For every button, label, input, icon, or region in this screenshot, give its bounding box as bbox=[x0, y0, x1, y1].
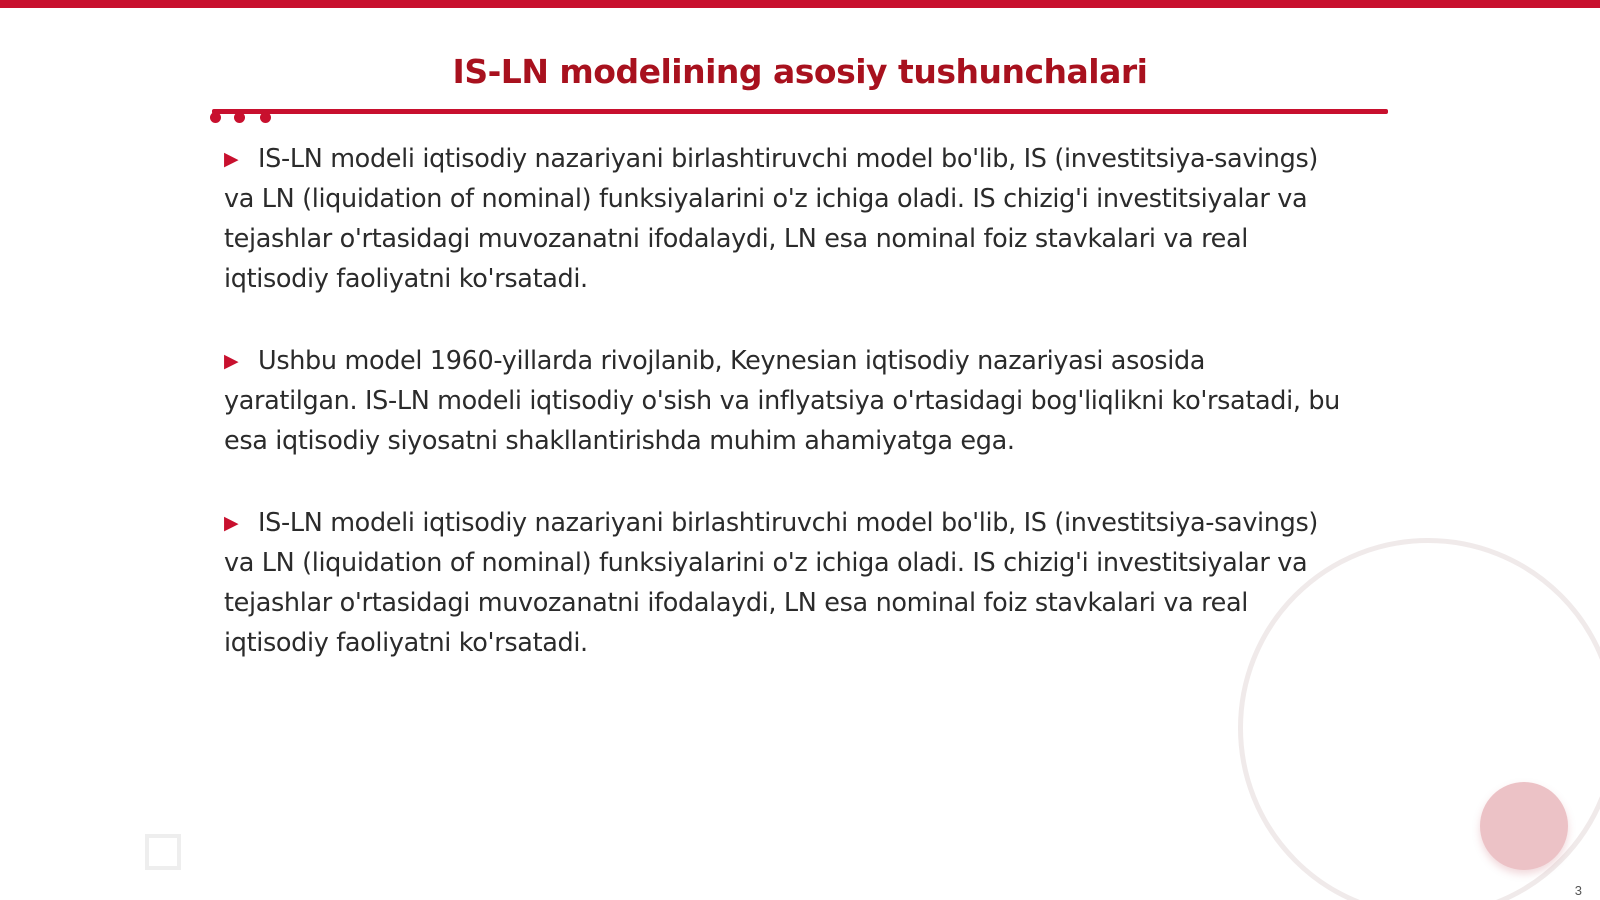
decorative-square bbox=[145, 834, 181, 870]
triangle-right-icon: ▶ bbox=[224, 350, 239, 372]
bullet-item bbox=[224, 341, 1344, 461]
top-accent-bar bbox=[0, 0, 1600, 8]
triangle-right-icon: ▶ bbox=[224, 512, 239, 534]
slide-title: IS-LN modelining asosiy tushunchalari bbox=[452, 52, 1148, 91]
underline-dot bbox=[210, 112, 221, 123]
bullet-text: IS-LN modeli iqtisodiy nazariyani birlashtiruvchi model bo'lib, IS (investitsiya-savings) va LN (liquidation of nominal) funksiyalarini o'z ichiga oladi. IS chizig'i investitsiyalar va tejashlar o'rtasidagi muvozanatni ifodalaydi, LN esa nominal foiz stavkalari va real iqtisodiy faoliyatni ko'rsatadi. bbox=[224, 508, 1318, 658]
title-underline bbox=[212, 109, 1388, 114]
page-number: 3 bbox=[1574, 883, 1582, 898]
triangle-right-icon: ▶ bbox=[224, 148, 239, 170]
bullet-item bbox=[224, 503, 1344, 663]
underline-dot bbox=[260, 112, 271, 123]
decorative-pink-circle bbox=[1480, 782, 1568, 870]
underline-dot bbox=[234, 112, 245, 123]
bullet-item bbox=[224, 139, 1344, 299]
bullet-list bbox=[224, 139, 1344, 705]
bullet-text: Ushbu model 1960-yillarda rivojlanib, Keynesian iqtisodiy nazariyasi asosida yaratilgan. IS-LN modeli iqtisodiy o'sish va inflyatsiya o'rtasidagi bog'liqlikni ko'rsatadi, bu esa iqtisodiy siyosatni shakllantirishda muhim ahamiyatga ega. bbox=[224, 346, 1340, 456]
bullet-text: IS-LN modeli iqtisodiy nazariyani birlashtiruvchi model bo'lib, IS (investitsiya-savings) va LN (liquidation of nominal) funksiyalarini o'z ichiga oladi. IS chizig'i investitsiyalar va tejashlar o'rtasidagi muvozanatni ifodalaydi, LN esa nominal foiz stavkalari va real iqtisodiy faoliyatni ko'rsatadi. bbox=[224, 144, 1318, 294]
